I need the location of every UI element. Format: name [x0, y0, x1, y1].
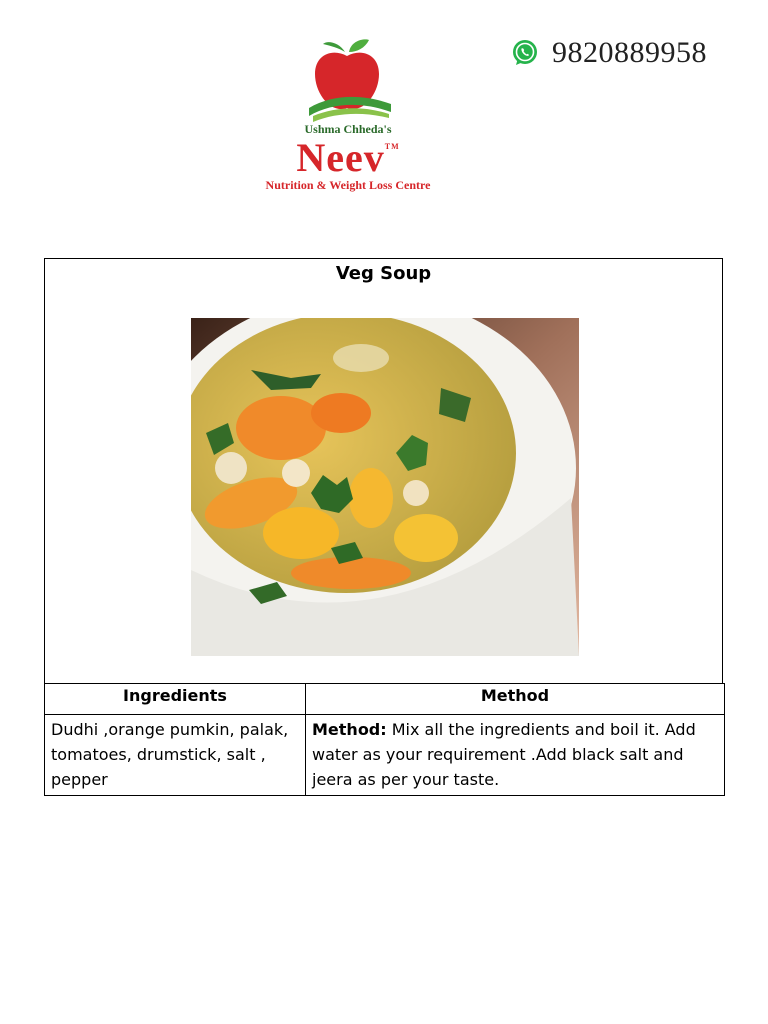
method-text: Mix all the ingredients and boil it. Add water as your requirement .Add black salt and jeera as per your taste.	[312, 720, 696, 789]
brand-owner: Ushma Chheda's	[304, 122, 392, 136]
brand-name: Neev™	[296, 135, 400, 180]
contact-phone	[510, 36, 707, 70]
brand-tagline: Nutrition & Weight Loss Centre	[265, 178, 431, 192]
ingredients-header: Ingredients	[45, 684, 306, 715]
veg-soup-photo	[191, 318, 579, 656]
apple-logo-icon	[303, 38, 393, 122]
method-cell	[306, 715, 725, 796]
whatsapp-icon	[510, 38, 540, 68]
method-label: Method:	[312, 720, 387, 739]
recipe-card	[44, 258, 723, 684]
table-row	[45, 715, 725, 796]
ingredients-cell: Dudhi ,orange pumkin, palak, tomatoes, drumstick, salt , pepper	[45, 715, 306, 796]
table-header-row	[45, 684, 725, 715]
recipe-table	[44, 683, 725, 796]
recipe-title: Veg Soup	[335, 263, 432, 284]
trademark: TM	[384, 142, 400, 151]
method-header: Method	[306, 684, 725, 715]
phone-number: 9820889958	[552, 36, 707, 69]
brand-logo	[258, 38, 438, 198]
